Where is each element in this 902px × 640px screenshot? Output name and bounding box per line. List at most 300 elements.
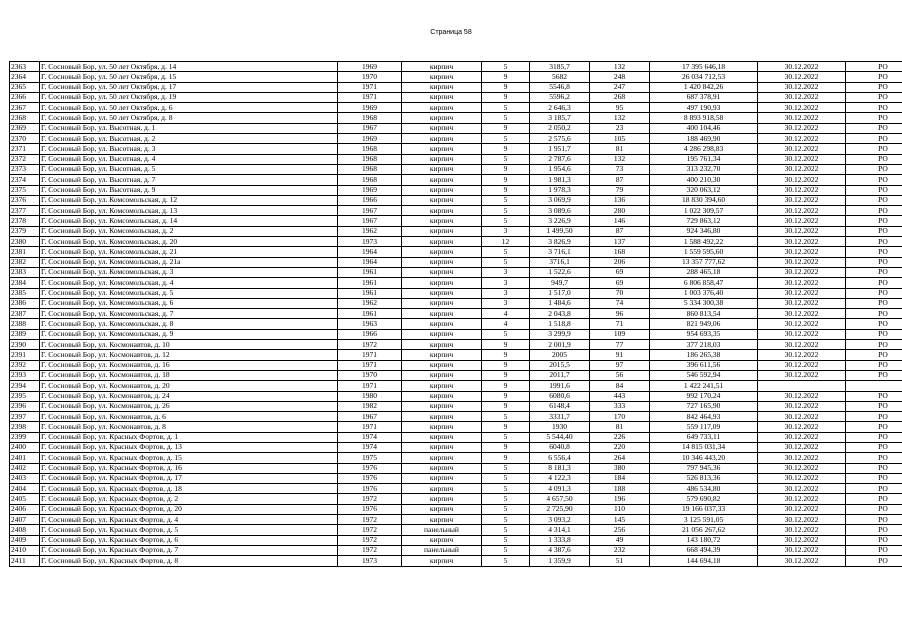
program-cell: РО: [846, 175, 902, 185]
residents-cell: 280: [590, 206, 650, 216]
program-cell: РО: [846, 185, 902, 195]
address-cell: Г. Сосновый Бор, ул. Высотная, д. 1: [40, 123, 338, 133]
area-cell: 3 299,9: [530, 329, 590, 339]
address-cell: Г. Сосновый Бор, ул. Космонавтов, д. 8: [40, 422, 338, 432]
residents-cell: 232: [590, 545, 650, 555]
floors-cell: 5: [482, 432, 530, 442]
date-cell: 30.12.2022: [758, 298, 846, 308]
table-row: [10, 422, 902, 432]
cost-cell: 21 056 267,62: [650, 525, 758, 535]
residents-cell: 380: [590, 463, 650, 473]
cost-cell: 186 265,38: [650, 350, 758, 360]
address-cell: Г. Сосновый Бор, ул. Красных Фортов, д. 6: [40, 535, 338, 545]
wall-material-cell: кирпич: [402, 216, 482, 226]
address-cell: Г. Сосновый Бор, ул. Комсомольская, д. 9: [40, 329, 338, 339]
cost-cell: 649 733,11: [650, 432, 758, 442]
residents-cell: 196: [590, 494, 650, 504]
row-number-cell: 2369: [10, 123, 40, 133]
residents-cell: 264: [590, 453, 650, 463]
area-cell: 4 387,6: [530, 545, 590, 555]
year-built-cell: 1971: [338, 422, 402, 432]
address-cell: Г. Сосновый Бор, ул. Комсомольская, д. 7: [40, 309, 338, 319]
program-cell: РО: [846, 556, 902, 566]
residents-cell: 69: [590, 278, 650, 288]
address-cell: Г. Сосновый Бор, ул. Космонавтов, д. 24: [40, 391, 338, 401]
date-cell: 30.12.2022: [758, 545, 846, 555]
wall-material-cell: кирпич: [402, 144, 482, 154]
table-row: [10, 257, 902, 267]
floors-cell: 9: [482, 453, 530, 463]
address-cell: Г. Сосновый Бор, ул. 50 лет Октября, д. 6: [40, 103, 338, 113]
residents-cell: 333: [590, 401, 650, 411]
floors-cell: 5: [482, 484, 530, 494]
program-cell: РО: [846, 504, 902, 514]
wall-material-cell: кирпич: [402, 175, 482, 185]
date-cell: 30.12.2022: [758, 123, 846, 133]
program-cell: РО: [846, 545, 902, 555]
floors-cell: 5: [482, 545, 530, 555]
table-row: [10, 216, 902, 226]
row-number-cell: 2396: [10, 401, 40, 411]
row-number-cell: 2410: [10, 545, 40, 555]
residents-cell: 74: [590, 298, 650, 308]
wall-material-cell: кирпич: [402, 484, 482, 494]
area-cell: 6 556,4: [530, 453, 590, 463]
address-cell: Г. Сосновый Бор, ул. Красных Фортов, д. 1: [40, 432, 338, 442]
address-cell: Г. Сосновый Бор, ул. Красных Фортов, д. 17: [40, 473, 338, 483]
area-cell: 1 954,6: [530, 164, 590, 174]
address-cell: Г. Сосновый Бор, ул. Космонавтов, д. 16: [40, 360, 338, 370]
date-cell: 30.12.2022: [758, 278, 846, 288]
wall-material-cell: кирпич: [402, 391, 482, 401]
table-row: [10, 62, 902, 72]
table-row: [10, 195, 902, 205]
cost-cell: 821 949,06: [650, 319, 758, 329]
program-cell: РО: [846, 72, 902, 82]
residents-cell: 105: [590, 134, 650, 144]
address-cell: Г. Сосновый Бор, ул. Красных Фортов, д. 13: [40, 442, 338, 452]
floors-cell: 5: [482, 134, 530, 144]
residents-cell: 206: [590, 257, 650, 267]
residents-cell: 132: [590, 113, 650, 123]
residents-cell: 56: [590, 370, 650, 380]
cost-cell: 486 534,80: [650, 484, 758, 494]
cost-cell: 195 761,34: [650, 154, 758, 164]
floors-cell: 3: [482, 267, 530, 277]
area-cell: 3 185,7: [530, 113, 590, 123]
wall-material-cell: кирпич: [402, 412, 482, 422]
year-built-cell: 1972: [338, 535, 402, 545]
cost-cell: 26 034 712,53: [650, 72, 758, 82]
floors-cell: 9: [482, 422, 530, 432]
year-built-cell: 1974: [338, 432, 402, 442]
row-number-cell: 2367: [10, 103, 40, 113]
cost-cell: 668 494,39: [650, 545, 758, 555]
program-cell: РО: [846, 226, 902, 236]
cost-cell: 1 559 595,60: [650, 247, 758, 257]
residents-cell: 70: [590, 288, 650, 298]
year-built-cell: 1973: [338, 237, 402, 247]
date-cell: 30.12.2022: [758, 535, 846, 545]
table-row: [10, 288, 902, 298]
table-row: [10, 72, 902, 82]
date-cell: 30.12.2022: [758, 556, 846, 566]
date-cell: [758, 381, 846, 391]
wall-material-cell: панельный: [402, 525, 482, 535]
cost-cell: 143 180,72: [650, 535, 758, 545]
program-cell: РО: [846, 350, 902, 360]
cost-cell: 5 334 300,38: [650, 298, 758, 308]
row-number-cell: 2381: [10, 247, 40, 257]
residents-cell: 188: [590, 484, 650, 494]
year-built-cell: 1970: [338, 72, 402, 82]
date-cell: 30.12.2022: [758, 267, 846, 277]
floors-cell: 9: [482, 401, 530, 411]
floors-cell: 3: [482, 298, 530, 308]
area-cell: 1 517,0: [530, 288, 590, 298]
date-cell: 30.12.2022: [758, 370, 846, 380]
row-number-cell: 2411: [10, 556, 40, 566]
table-row: [10, 473, 902, 483]
cost-cell: 4 286 298,83: [650, 144, 758, 154]
area-cell: 1 978,3: [530, 185, 590, 195]
row-number-cell: 2382: [10, 257, 40, 267]
row-number-cell: 2398: [10, 422, 40, 432]
wall-material-cell: кирпич: [402, 340, 482, 350]
floors-cell: 9: [482, 360, 530, 370]
date-cell: 30.12.2022: [758, 494, 846, 504]
floors-cell: 5: [482, 257, 530, 267]
area-cell: 2 646,3: [530, 103, 590, 113]
wall-material-cell: кирпич: [402, 237, 482, 247]
year-built-cell: 1980: [338, 391, 402, 401]
program-cell: РО: [846, 154, 902, 164]
year-built-cell: 1961: [338, 288, 402, 298]
row-number-cell: 2401: [10, 453, 40, 463]
floors-cell: 9: [482, 391, 530, 401]
area-cell: 1 499,50: [530, 226, 590, 236]
cost-cell: 559 117,09: [650, 422, 758, 432]
year-built-cell: 1969: [338, 103, 402, 113]
year-built-cell: 1971: [338, 350, 402, 360]
wall-material-cell: кирпич: [402, 206, 482, 216]
residents-cell: 146: [590, 216, 650, 226]
wall-material-cell: кирпич: [402, 401, 482, 411]
program-cell: РО: [846, 525, 902, 535]
row-number-cell: 2406: [10, 504, 40, 514]
cost-cell: 18 830 394,60: [650, 195, 758, 205]
area-cell: 2011,7: [530, 370, 590, 380]
address-cell: Г. Сосновый Бор, ул. Высотная, д. 4: [40, 154, 338, 164]
year-built-cell: 1967: [338, 123, 402, 133]
table-row: [10, 412, 902, 422]
table-row: [10, 319, 902, 329]
program-cell: РО: [846, 453, 902, 463]
wall-material-cell: кирпич: [402, 278, 482, 288]
address-cell: Г. Сосновый Бор, ул. Красных Фортов, д. 7: [40, 545, 338, 555]
residents-cell: 184: [590, 473, 650, 483]
area-cell: 1 981,3: [530, 175, 590, 185]
cost-cell: 954 693,35: [650, 329, 758, 339]
year-built-cell: 1966: [338, 329, 402, 339]
floors-cell: 5: [482, 525, 530, 535]
wall-material-cell: кирпич: [402, 381, 482, 391]
address-cell: Г. Сосновый Бор, ул. Комсомольская, д. 8: [40, 319, 338, 329]
table-row: [10, 206, 902, 216]
floors-cell: 9: [482, 442, 530, 452]
year-built-cell: 1976: [338, 504, 402, 514]
program-cell: РО: [846, 422, 902, 432]
residents-cell: 81: [590, 422, 650, 432]
residents-cell: 443: [590, 391, 650, 401]
floors-cell: 9: [482, 123, 530, 133]
year-built-cell: 1967: [338, 206, 402, 216]
date-cell: 30.12.2022: [758, 226, 846, 236]
program-cell: РО: [846, 515, 902, 525]
area-cell: 1 359,9: [530, 556, 590, 566]
row-number-cell: 2391: [10, 350, 40, 360]
program-cell: РО: [846, 92, 902, 102]
cost-cell: 19 166 037,33: [650, 504, 758, 514]
wall-material-cell: кирпич: [402, 82, 482, 92]
row-number-cell: 2409: [10, 535, 40, 545]
cost-cell: 8 893 918,58: [650, 113, 758, 123]
residents-cell: 69: [590, 267, 650, 277]
date-cell: 30.12.2022: [758, 185, 846, 195]
cost-cell: 729 863,12: [650, 216, 758, 226]
row-number-cell: 2383: [10, 267, 40, 277]
table-row: [10, 484, 902, 494]
year-built-cell: 1968: [338, 154, 402, 164]
table-row: [10, 381, 902, 391]
year-built-cell: 1964: [338, 257, 402, 267]
row-number-cell: 2368: [10, 113, 40, 123]
date-cell: 30.12.2022: [758, 473, 846, 483]
table-row: [10, 309, 902, 319]
date-cell: 30.12.2022: [758, 247, 846, 257]
address-cell: Г. Сосновый Бор, ул. Красных Фортов, д. 4: [40, 515, 338, 525]
residents-cell: 95: [590, 103, 650, 113]
row-number-cell: 2377: [10, 206, 40, 216]
residents-cell: 91: [590, 350, 650, 360]
year-built-cell: 1971: [338, 92, 402, 102]
address-cell: Г. Сосновый Бор, ул. Красных Фортов, д. 2: [40, 494, 338, 504]
row-number-cell: 2390: [10, 340, 40, 350]
program-cell: РО: [846, 216, 902, 226]
table-row: [10, 113, 902, 123]
table-row: [10, 350, 902, 360]
table-row: [10, 391, 902, 401]
cost-cell: 526 813,36: [650, 473, 758, 483]
area-cell: 2 050,2: [530, 123, 590, 133]
cost-cell: 313 232,70: [650, 164, 758, 174]
program-cell: [846, 381, 902, 391]
floors-cell: 3: [482, 278, 530, 288]
row-number-cell: 2371: [10, 144, 40, 154]
address-cell: Г. Сосновый Бор, ул. Высотная, д. 3: [40, 144, 338, 154]
date-cell: 30.12.2022: [758, 391, 846, 401]
date-cell: 30.12.2022: [758, 484, 846, 494]
residents-cell: 96: [590, 309, 650, 319]
wall-material-cell: кирпич: [402, 473, 482, 483]
cost-cell: 1 588 492,22: [650, 237, 758, 247]
cost-cell: 797 945,36: [650, 463, 758, 473]
area-cell: 6040,8: [530, 442, 590, 452]
floors-cell: 9: [482, 72, 530, 82]
cost-cell: 924 346,80: [650, 226, 758, 236]
program-cell: РО: [846, 278, 902, 288]
address-cell: Г. Сосновый Бор, ул. 50 лет Октября, д. 8: [40, 113, 338, 123]
wall-material-cell: кирпич: [402, 72, 482, 82]
area-cell: 4 314,1: [530, 525, 590, 535]
address-cell: Г. Сосновый Бор, ул. 50 лет Октября, д. 14: [40, 62, 338, 72]
year-built-cell: 1972: [338, 515, 402, 525]
year-built-cell: 1971: [338, 381, 402, 391]
area-cell: 1 522,6: [530, 267, 590, 277]
date-cell: 30.12.2022: [758, 422, 846, 432]
table-body: [10, 62, 902, 567]
cost-cell: 10 346 443,20: [650, 453, 758, 463]
row-number-cell: 2370: [10, 134, 40, 144]
cost-cell: 400 210,30: [650, 175, 758, 185]
year-built-cell: 1963: [338, 319, 402, 329]
date-cell: 30.12.2022: [758, 216, 846, 226]
row-number-cell: 2403: [10, 473, 40, 483]
row-number-cell: 2404: [10, 484, 40, 494]
program-cell: РО: [846, 360, 902, 370]
row-number-cell: 2408: [10, 525, 40, 535]
year-built-cell: 1966: [338, 195, 402, 205]
cost-cell: 17 395 646,18: [650, 62, 758, 72]
floors-cell: 9: [482, 164, 530, 174]
floors-cell: 9: [482, 381, 530, 391]
row-number-cell: 2392: [10, 360, 40, 370]
program-cell: РО: [846, 432, 902, 442]
wall-material-cell: кирпич: [402, 442, 482, 452]
date-cell: 30.12.2022: [758, 412, 846, 422]
address-cell: Г. Сосновый Бор, ул. 50 лет Октября, д. 17: [40, 82, 338, 92]
floors-cell: 5: [482, 195, 530, 205]
floors-cell: 9: [482, 350, 530, 360]
address-cell: Г. Сосновый Бор, ул. Красных Фортов, д. 18: [40, 484, 338, 494]
wall-material-cell: кирпич: [402, 164, 482, 174]
year-built-cell: 1972: [338, 525, 402, 535]
table-row: [10, 340, 902, 350]
program-cell: РО: [846, 288, 902, 298]
area-cell: 1 484,6: [530, 298, 590, 308]
residents-cell: 97: [590, 360, 650, 370]
year-built-cell: 1971: [338, 82, 402, 92]
program-cell: РО: [846, 401, 902, 411]
residents-cell: 247: [590, 82, 650, 92]
table-row: [10, 525, 902, 535]
address-cell: Г. Сосновый Бор, ул. Красных Фортов, д. 20: [40, 504, 338, 514]
residents-cell: 84: [590, 381, 650, 391]
cost-cell: 860 813,54: [650, 309, 758, 319]
program-cell: РО: [846, 82, 902, 92]
program-cell: РО: [846, 494, 902, 504]
table-row: [10, 298, 902, 308]
date-cell: 30.12.2022: [758, 92, 846, 102]
floors-cell: 4: [482, 309, 530, 319]
row-number-cell: 2366: [10, 92, 40, 102]
table-row: [10, 453, 902, 463]
floors-cell: 5: [482, 247, 530, 257]
address-cell: Г. Сосновый Бор, ул. Высотная, д. 2: [40, 134, 338, 144]
cost-cell: 842 464,93: [650, 412, 758, 422]
floors-cell: 5: [482, 103, 530, 113]
table-row: [10, 154, 902, 164]
row-number-cell: 2379: [10, 226, 40, 236]
cost-cell: 1 422 241,51: [650, 381, 758, 391]
floors-cell: 9: [482, 185, 530, 195]
year-built-cell: 1972: [338, 494, 402, 504]
wall-material-cell: кирпич: [402, 134, 482, 144]
cost-cell: 1 003 376,40: [650, 288, 758, 298]
date-cell: 30.12.2022: [758, 72, 846, 82]
residents-cell: 168: [590, 247, 650, 257]
year-built-cell: 1968: [338, 144, 402, 154]
wall-material-cell: кирпич: [402, 113, 482, 123]
program-cell: РО: [846, 123, 902, 133]
floors-cell: 9: [482, 370, 530, 380]
program-cell: РО: [846, 473, 902, 483]
area-cell: 3 089,6: [530, 206, 590, 216]
date-cell: 30.12.2022: [758, 432, 846, 442]
date-cell: 30.12.2022: [758, 350, 846, 360]
table-row: [10, 226, 902, 236]
address-cell: Г. Сосновый Бор, ул. Космонавтов, д. 10: [40, 340, 338, 350]
wall-material-cell: кирпич: [402, 319, 482, 329]
address-cell: Г. Сосновый Бор, ул. Комсомольская, д. 14: [40, 216, 338, 226]
program-cell: РО: [846, 309, 902, 319]
cost-cell: 579 690,82: [650, 494, 758, 504]
area-cell: 6080,6: [530, 391, 590, 401]
program-cell: РО: [846, 62, 902, 72]
program-cell: РО: [846, 257, 902, 267]
address-cell: Г. Сосновый Бор, ул. Красных Фортов, д. 16: [40, 463, 338, 473]
date-cell: 30.12.2022: [758, 309, 846, 319]
year-built-cell: 1968: [338, 164, 402, 174]
cost-cell: 400 104,46: [650, 123, 758, 133]
area-cell: 3 069,9: [530, 195, 590, 205]
floors-cell: 9: [482, 82, 530, 92]
program-cell: РО: [846, 484, 902, 494]
cost-cell: 288 465,18: [650, 267, 758, 277]
program-cell: РО: [846, 206, 902, 216]
table-row: [10, 545, 902, 555]
year-built-cell: 1964: [338, 247, 402, 257]
row-number-cell: 2407: [10, 515, 40, 525]
date-cell: 30.12.2022: [758, 329, 846, 339]
date-cell: 30.12.2022: [758, 113, 846, 123]
year-built-cell: 1976: [338, 473, 402, 483]
cost-cell: 687 378,91: [650, 92, 758, 102]
address-cell: Г. Сосновый Бор, ул. Комсомольская, д. 12: [40, 195, 338, 205]
wall-material-cell: кирпич: [402, 103, 482, 113]
table-row: [10, 267, 902, 277]
residents-cell: 77: [590, 340, 650, 350]
area-cell: 4 122,3: [530, 473, 590, 483]
program-cell: РО: [846, 164, 902, 174]
date-cell: 30.12.2022: [758, 360, 846, 370]
program-cell: РО: [846, 144, 902, 154]
cost-cell: 3 125 591,05: [650, 515, 758, 525]
program-cell: РО: [846, 319, 902, 329]
residents-cell: 23: [590, 123, 650, 133]
program-cell: РО: [846, 103, 902, 113]
table-row: [10, 103, 902, 113]
